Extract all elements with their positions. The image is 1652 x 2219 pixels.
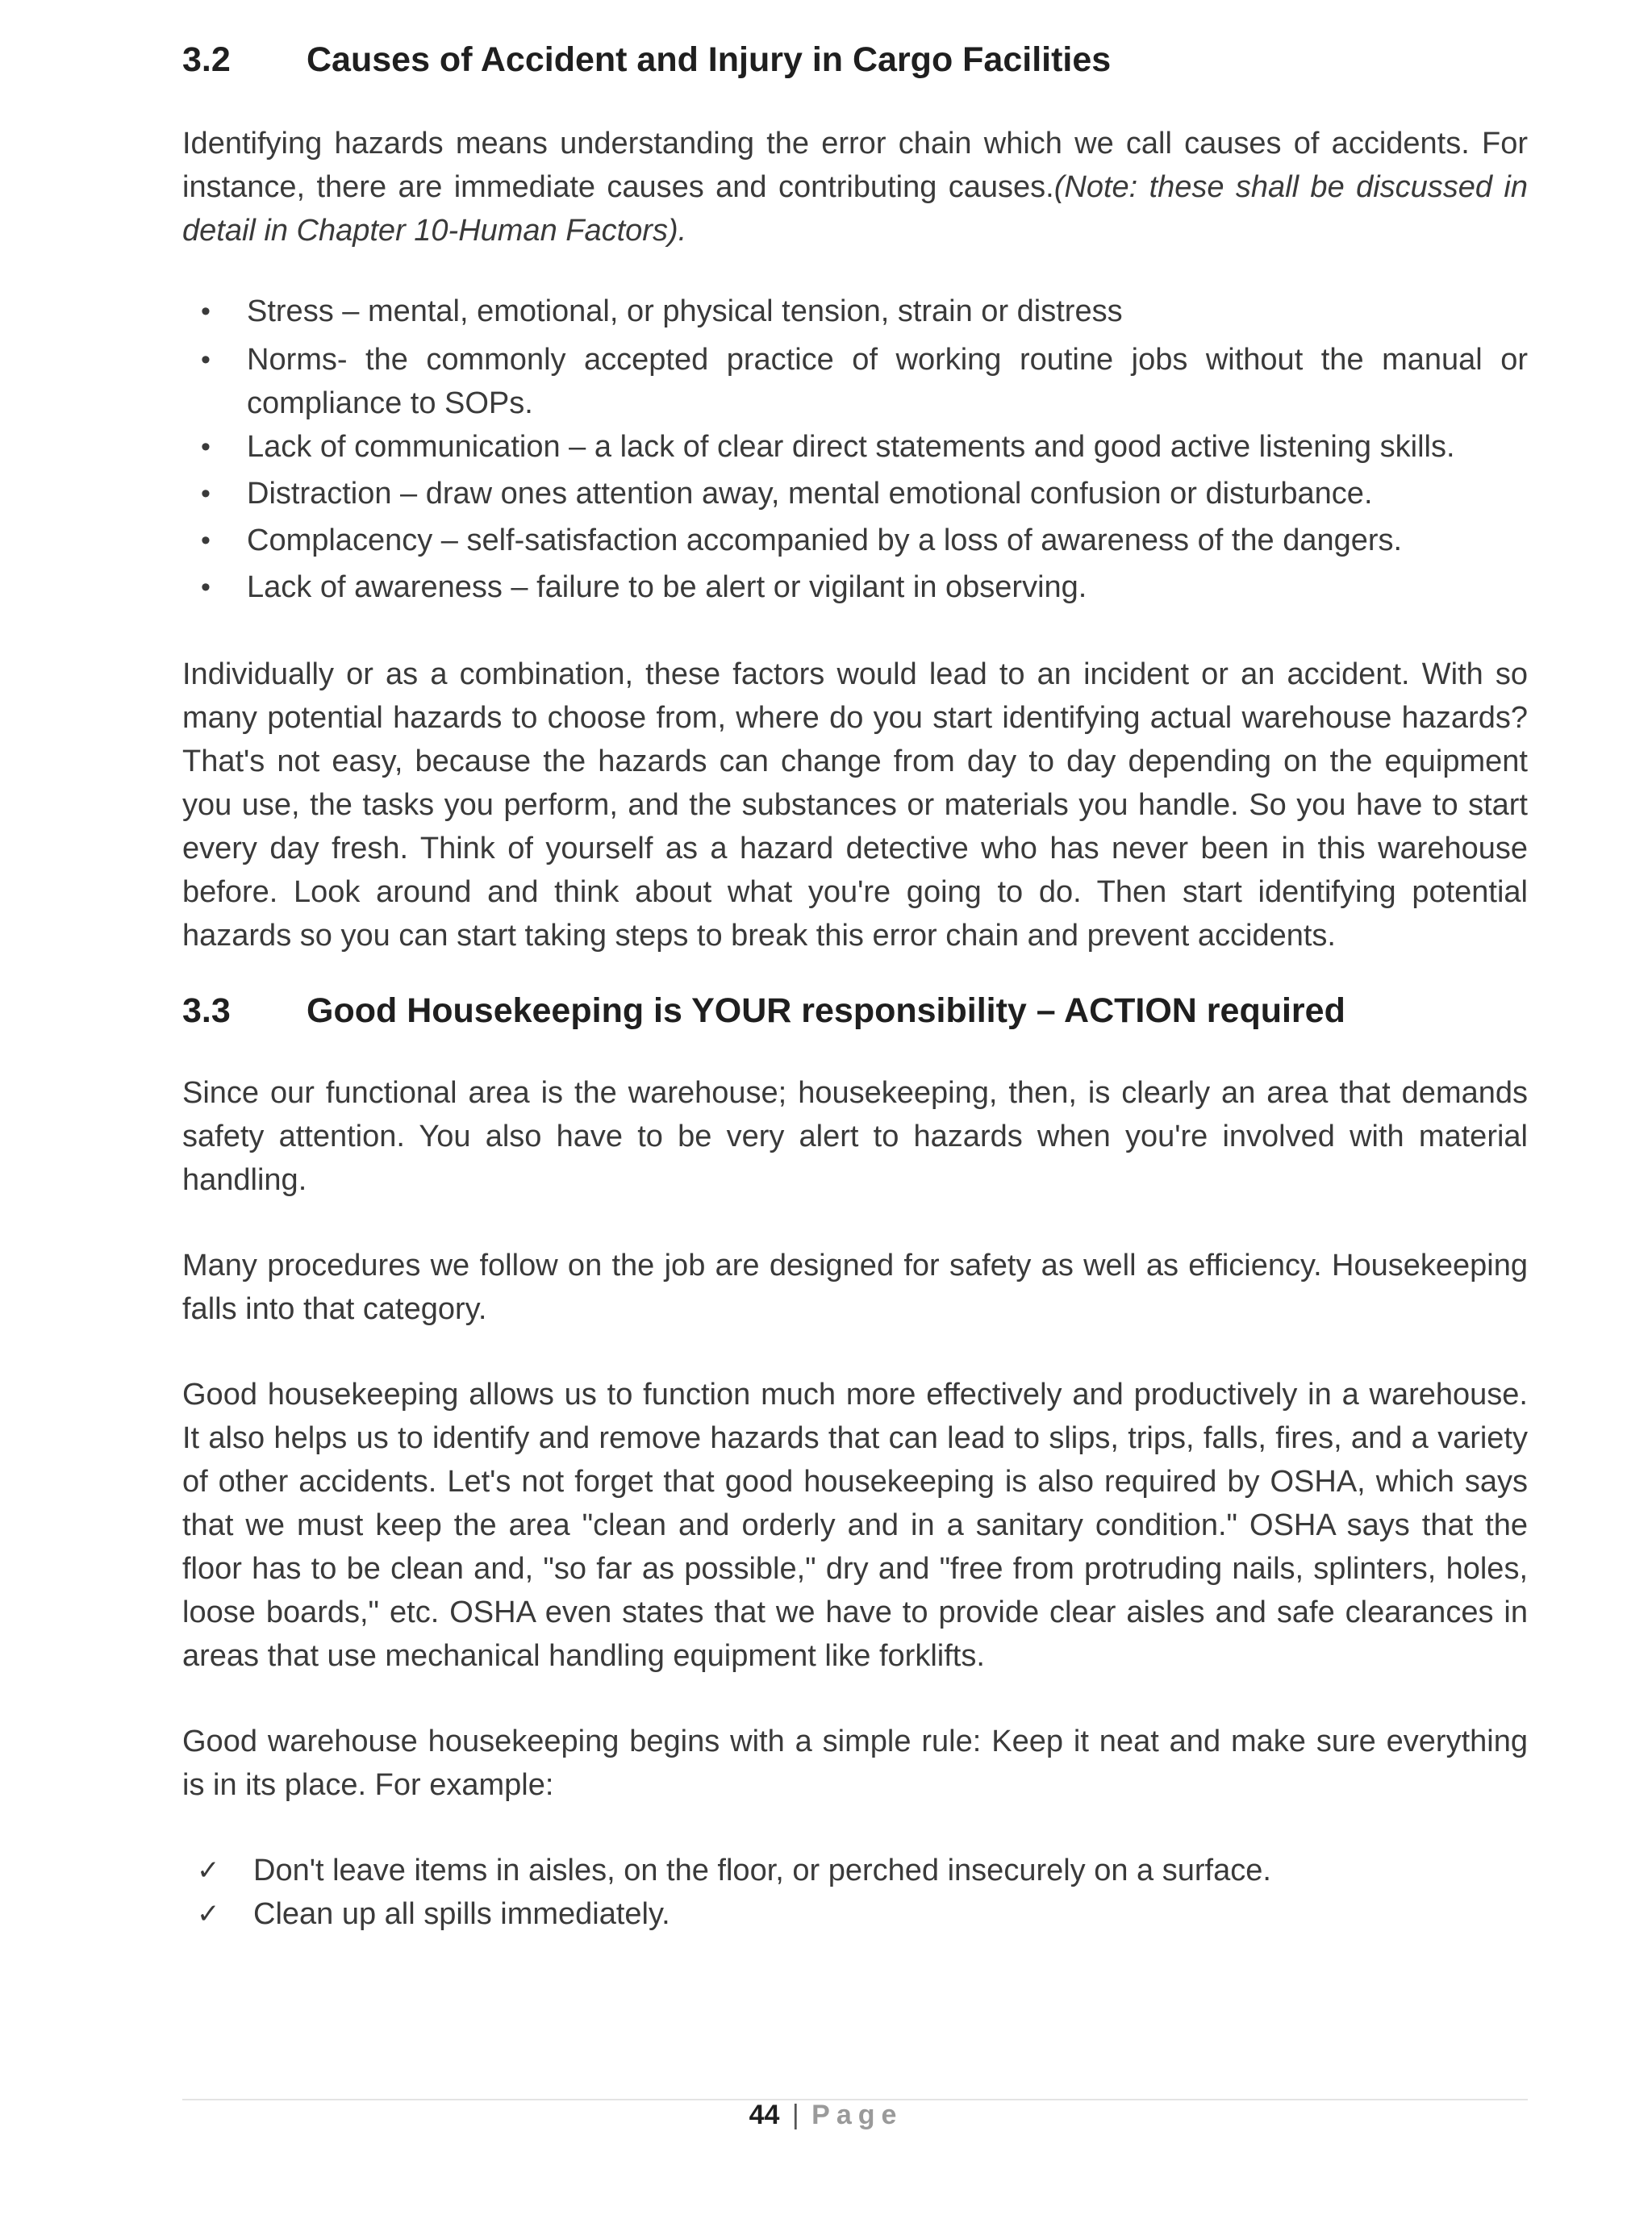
list-item-text: Clean up all spills immediately.	[253, 1897, 670, 1931]
bullet-icon: •	[201, 432, 211, 462]
list-item	[182, 290, 1528, 333]
section-3-3-paragraph: Good warehouse housekeeping begins with a simple rule: Keep it neat and make sure everything is in its place. For example:	[182, 1725, 1528, 1802]
section-title: Good Housekeeping is YOUR responsibility – ACTION required	[307, 991, 1345, 1030]
checkmark-icon: ✓	[197, 1898, 220, 1930]
page-number: 44	[749, 2100, 780, 2130]
section-number: 3.3	[182, 991, 231, 1030]
bullet-icon: •	[201, 525, 211, 556]
page-label: Page	[811, 2100, 903, 2130]
checkmark-icon: ✓	[197, 1854, 220, 1887]
page-content	[182, 40, 1528, 1936]
bullet-icon: •	[201, 344, 211, 375]
page-footer	[0, 2097, 1652, 2133]
list-item-text: Norms- the commonly accepted practice of working routine jobs without the manual or compliance to SOPs.	[247, 343, 1528, 420]
list-item	[182, 1849, 1528, 1892]
list-item-text: Distraction – draw ones attention away, mental emotional confusion or disturbance.	[247, 477, 1373, 511]
section-3-3-paragraph: Since our functional area is the warehouse; housekeeping, then, is clearly an area that demands safety attention. You also have to be very alert to hazards when you're involved with material handling.	[182, 1076, 1528, 1197]
list-item-text: Complacency – self-satisfaction accompanied by a loss of awareness of the dangers.	[247, 523, 1403, 557]
section-title: Causes of Accident and Injury in Cargo Facilities	[307, 40, 1112, 79]
section-3-2-paragraph: Individually or as a combination, these factors would lead to an incident or an accident. With so many potential hazards to choose from, where do you start identifying actual warehouse hazards? That's not easy, because the hazards can change from day to day depending on the equipment you use, the tasks you perform, and the substances or materials you handle. So you have to start every day fresh. Think of yourself as a hazard detective who has never been in this warehouse before. Look around and think about what you're going to do. Then start identifying potential hazards so you can start taking steps to break this error chain and prevent accidents.	[182, 657, 1528, 953]
list-item	[182, 565, 1528, 609]
section-3-2-heading	[182, 40, 1528, 80]
list-item-text: Lack of communication – a lack of clear direct statements and good active listening skills.	[247, 430, 1455, 464]
list-item	[182, 472, 1528, 515]
section-3-3-heading	[182, 991, 1528, 1031]
list-item-text: Lack of awareness – failure to be alert or vigilant in observing.	[247, 570, 1087, 604]
section-number: 3.2	[182, 40, 231, 79]
bullet-icon: •	[201, 572, 211, 603]
list-item	[182, 1892, 1528, 1936]
list-item	[182, 425, 1528, 469]
list-item	[182, 519, 1528, 562]
bullet-icon: •	[201, 296, 211, 327]
footer-separator: |	[791, 2100, 799, 2130]
intro-note: (Note: these shall be discussed in detail in Chapter 10-Human Factors).	[182, 170, 1528, 248]
list-item-text: Stress – mental, emotional, or physical tension, strain or distress	[247, 294, 1123, 328]
causes-bullet-list	[182, 290, 1528, 609]
list-item	[182, 338, 1528, 425]
intro-text: Identifying hazards means understanding the error chain which we call causes of accidents. For instance, there are immediate causes and contributing causes.	[182, 127, 1528, 204]
bullet-icon: •	[201, 478, 211, 509]
section-3-2-intro	[182, 122, 1528, 252]
list-item-text: Don't leave items in aisles, on the floor, or perched insecurely on a surface.	[253, 1854, 1271, 1887]
section-3-3-paragraph: Good housekeeping allows us to function much more effectively and productively in a warehouse. It also helps us to identify and remove hazards that can lead to slips, trips, falls, fires, and a variety of other accidents. Let's not forget that good housekeeping is also required by OSHA, which says that we must keep the area "clean and orderly and in a sanitary condition." OSHA says that the floor has to be clean and, "so far as possible," dry and "free from protruding nails, splinters, holes, loose boards," etc. OSHA even states that we have to provide clear aisles and safe clearances in areas that use mechanical handling equipment like forklifts.	[182, 1378, 1528, 1673]
housekeeping-checklist	[182, 1849, 1528, 1936]
section-3-3-paragraph: Many procedures we follow on the job are designed for safety as well as efficiency. Housekeeping falls into that category.	[182, 1249, 1528, 1326]
